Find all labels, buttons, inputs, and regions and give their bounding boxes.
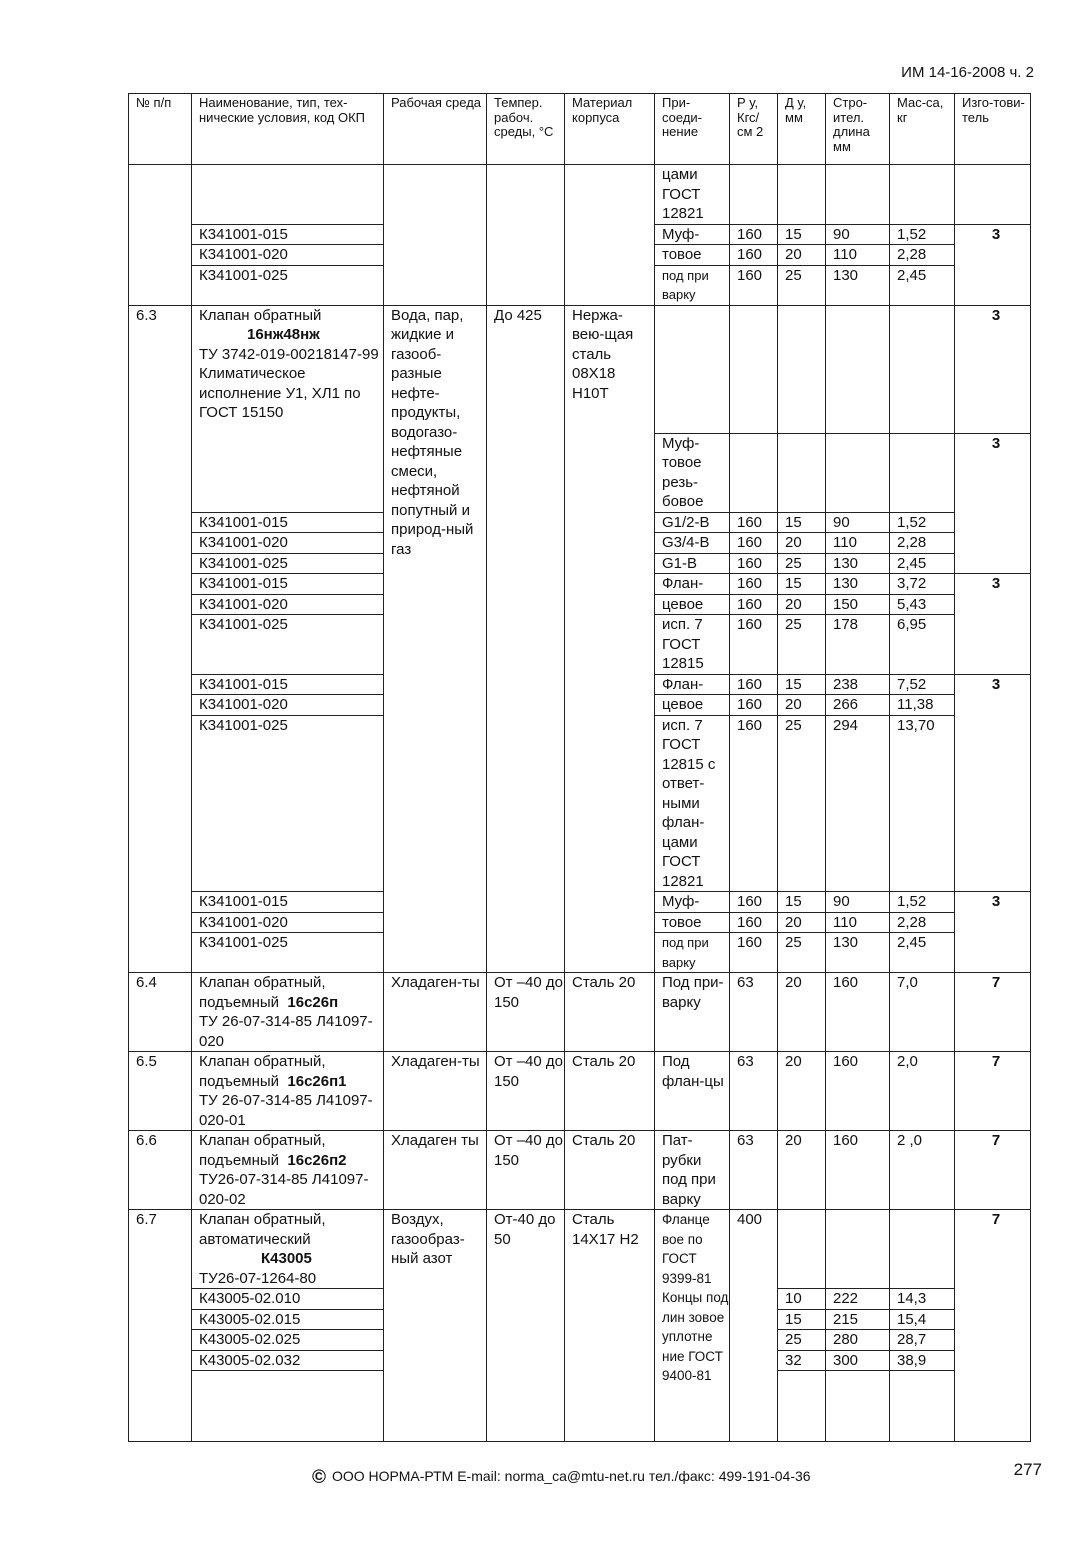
cell-mass: 2,28 <box>890 533 955 554</box>
header-length: Стро-ител. длина мм <box>826 94 890 165</box>
cell-mass: 38,9 <box>890 1350 955 1371</box>
cell-mass: 6,95 <box>890 615 955 675</box>
cell-maker: 3 <box>955 224 1031 305</box>
valve-type: 16с26п <box>287 993 339 1011</box>
cell-mass: 2,0 <box>890 1052 955 1131</box>
cell-maker: 3 <box>955 305 1031 433</box>
cell-connection: G1-B <box>655 553 730 574</box>
cell-mass: 7,52 <box>890 674 955 695</box>
cell-dn: 32 <box>778 1350 826 1371</box>
cell-connection: Под при-варку <box>655 973 730 1052</box>
cell-dn: 25 <box>778 553 826 574</box>
cell-dn: 15 <box>778 224 826 245</box>
cell-pressure: 160 <box>730 265 778 305</box>
cell-length: 90 <box>826 224 890 245</box>
cell-connection: товое <box>655 912 730 933</box>
header-connection: При-соеди-нение <box>655 94 730 165</box>
cell-connection: цами ГОСТ 12821 <box>655 165 730 225</box>
cell-mass: 2,45 <box>890 933 955 973</box>
cell-length: 280 <box>826 1330 890 1351</box>
cell-connection: G3/4-B <box>655 533 730 554</box>
cell-maker: 7 <box>955 973 1031 1052</box>
cell-temp: От –40 до 150 <box>487 1131 565 1210</box>
cell-mass: 1,52 <box>890 892 955 913</box>
cell-dn: 25 <box>778 715 826 892</box>
cell-name: К43005-02.032 <box>192 1350 384 1371</box>
cell-material: Сталь 20 <box>565 1131 655 1210</box>
cell-name: К341001-015 <box>192 674 384 695</box>
cell-dn: 20 <box>778 594 826 615</box>
cell-mass: 1,52 <box>890 224 955 245</box>
cell-dn: 20 <box>778 245 826 266</box>
cell-name: К43005-02.010 <box>192 1289 384 1310</box>
cell-maker: 7 <box>955 1052 1031 1131</box>
cell-length: 90 <box>826 892 890 913</box>
cell-dn: 20 <box>778 695 826 716</box>
table-row <box>129 1131 1031 1210</box>
cell-connection: исп. 7 ГОСТ 12815 <box>655 615 730 675</box>
cell-connection: исп. 7 ГОСТ 12815 с ответ-ными флан-цами ГОСТ 12821 <box>655 715 730 892</box>
cell-length: 300 <box>826 1350 890 1371</box>
table-header <box>129 94 1031 165</box>
cell-length: 110 <box>826 533 890 554</box>
name-line: ТУ 3742-019-00218147-99 <box>199 345 379 363</box>
header-temp: Темпер. рабоч. среды, °С <box>487 94 565 165</box>
cell-pressure: 160 <box>730 594 778 615</box>
cell-name: К341001-015 <box>192 574 384 595</box>
cell-mass: 2,28 <box>890 245 955 266</box>
cell-name: К341001-025 <box>192 265 384 305</box>
cell-name <box>192 1052 384 1131</box>
cell-length: 238 <box>826 674 890 695</box>
cell-mass: 5,43 <box>890 594 955 615</box>
cell-medium: Хладаген-ты <box>384 973 487 1052</box>
cell-name <box>192 1210 384 1289</box>
cell-pressure: 160 <box>730 512 778 533</box>
cell-pressure: 160 <box>730 615 778 675</box>
cell-length: 266 <box>826 695 890 716</box>
cell-mass: 2,45 <box>890 265 955 305</box>
cell-pressure: 160 <box>730 933 778 973</box>
name-line: Климатическое исполнение У1, ХЛ1 по ГОСТ 15150 <box>199 365 361 421</box>
cell-name: К341001-020 <box>192 533 384 554</box>
cell-pressure: 63 <box>730 1131 778 1210</box>
cell-medium: Хладаген ты <box>384 1131 487 1210</box>
cell-mass: 2,28 <box>890 912 955 933</box>
name-line: Клапан обратный <box>199 306 322 324</box>
cell-length: 130 <box>826 574 890 595</box>
table-row <box>129 973 1031 1052</box>
cell-material: Сталь 20 <box>565 1052 655 1131</box>
table-row <box>129 1052 1031 1131</box>
valve-type: 16с26п2 <box>287 1151 347 1169</box>
cell-name: К341001-025 <box>192 933 384 973</box>
table-row <box>129 1210 1031 1289</box>
document-code: ИМ 14-16-2008 ч. 2 <box>901 64 1034 81</box>
cell-pressure: 63 <box>730 1052 778 1131</box>
cell-length: 160 <box>826 1052 890 1131</box>
cell-length: 130 <box>826 553 890 574</box>
name-line: ТУ26-07-314-85 Л41097-020-02 <box>199 1171 369 1208</box>
cell-name: К341001-015 <box>192 512 384 533</box>
name-line: Клапан обратный, подъемный <box>199 1132 326 1169</box>
name-line: ТУ 26-07-314-85 Л41097-020 <box>199 1013 373 1050</box>
cell-dn: 15 <box>778 892 826 913</box>
cell-name: К341001-015 <box>192 224 384 245</box>
cell-dn: 25 <box>778 615 826 675</box>
cell-maker: 3 <box>955 674 1031 892</box>
header-name: Наименование, тип, тех-нические условия, код ОКП <box>192 94 384 165</box>
cell-dn: 15 <box>778 512 826 533</box>
cell-pressure: 160 <box>730 674 778 695</box>
name-line: ТУ 26-07-314-85 Л41097-020-01 <box>199 1092 373 1129</box>
cell-temp: От –40 до 150 <box>487 973 565 1052</box>
cell-pressure: 160 <box>730 533 778 554</box>
cell-connection: Муф- <box>655 224 730 245</box>
valve-type: 16с26п1 <box>287 1072 347 1090</box>
cell-mass: 3,72 <box>890 574 955 595</box>
cell-connection: цевое <box>655 594 730 615</box>
cell-temp: От –40 до 150 <box>487 1052 565 1131</box>
cell-name: К43005-02.015 <box>192 1309 384 1330</box>
cell-maker: 7 <box>955 1210 1031 1442</box>
cell-length: 178 <box>826 615 890 675</box>
page-number: 277 <box>1013 1460 1042 1479</box>
cell-mass: 14,3 <box>890 1289 955 1310</box>
cell-material: Нержа-вею-щая сталь 08Х18 Н10Т <box>565 305 655 973</box>
cell-connection: Под флан-цы <box>655 1052 730 1131</box>
cell-name <box>192 1131 384 1210</box>
cell-mass: 13,70 <box>890 715 955 892</box>
cell-mass: 15,4 <box>890 1309 955 1330</box>
cell-pressure: 160 <box>730 715 778 892</box>
cell-dn: 25 <box>778 933 826 973</box>
name-line: Клапан обратный, подъемный <box>199 1053 326 1090</box>
cell-dn: 20 <box>778 1131 826 1210</box>
cell-dn: 20 <box>778 912 826 933</box>
cell-length: 150 <box>826 594 890 615</box>
name-line: Клапан обратный, автоматический <box>199 1211 326 1248</box>
cell-pressure: 63 <box>730 973 778 1052</box>
cell-name: К341001-015 <box>192 892 384 913</box>
cell-mass: 2,45 <box>890 553 955 574</box>
cell-name: К341001-025 <box>192 553 384 574</box>
header-mass: Мас-са, кг <box>890 94 955 165</box>
header-dn: Д у, мм <box>778 94 826 165</box>
cell-name: К341001-020 <box>192 594 384 615</box>
cell-connection: Флан- <box>655 574 730 595</box>
cell-pressure: 160 <box>730 574 778 595</box>
cell-length: 90 <box>826 512 890 533</box>
cell-maker: 3 <box>955 433 1031 574</box>
cell-pressure: 160 <box>730 892 778 913</box>
cell-pressure: 160 <box>730 245 778 266</box>
cell-name <box>192 973 384 1052</box>
cell-length: 110 <box>826 245 890 266</box>
cell-length: 130 <box>826 265 890 305</box>
cell-pressure: 160 <box>730 224 778 245</box>
cell-medium: Воздух, газообраз-ный азот <box>384 1210 487 1442</box>
cell-length: 215 <box>826 1309 890 1330</box>
header-num: № п/п <box>129 94 192 165</box>
copyright-icon: © <box>312 1467 326 1488</box>
cell-connection: Фланце вое по ГОСТ 9399-81 Концы под лин зовое уплотне ние ГОСТ 9400-81 <box>655 1210 730 1442</box>
header-material: Материал корпуса <box>565 94 655 165</box>
cell-length: 160 <box>826 973 890 1052</box>
cell-num: 6.7 <box>129 1210 192 1442</box>
cell-length: 160 <box>826 1131 890 1210</box>
cell-dn: 20 <box>778 533 826 554</box>
cell-name: К341001-020 <box>192 912 384 933</box>
cell-maker: 7 <box>955 1131 1031 1210</box>
cell-pressure: 160 <box>730 912 778 933</box>
cell-dn: 15 <box>778 674 826 695</box>
cell-mass: 7,0 <box>890 973 955 1052</box>
cell-pressure: 400 <box>730 1210 778 1442</box>
cell-dn: 10 <box>778 1289 826 1310</box>
cell-num: 6.4 <box>129 973 192 1052</box>
cell-mass: 2 ,0 <box>890 1131 955 1210</box>
cell-num: 6.3 <box>129 305 192 973</box>
cell-connection: Пат-рубки под при варку <box>655 1131 730 1210</box>
name-line: ТУ26-07-1264-80 <box>199 1269 317 1287</box>
cell-connection: под при варку <box>655 933 730 973</box>
cell-temp: До 425 <box>487 305 565 973</box>
cell-connection: цевое <box>655 695 730 716</box>
cell-dn: 25 <box>778 1330 826 1351</box>
table-row <box>129 165 1031 225</box>
cell-dn: 25 <box>778 265 826 305</box>
cell-connection: под при варку <box>655 265 730 305</box>
footer <box>312 1467 811 1489</box>
cell-medium: Вода, пар, жидкие и газооб-разные нефте-продукты, водогазо-нефтяные смеси, нефтяной попутный и природ-ный газ <box>384 305 487 973</box>
cell-connection: товое <box>655 245 730 266</box>
cell-dn: 15 <box>778 1309 826 1330</box>
cell-name: К341001-020 <box>192 695 384 716</box>
cell-name <box>192 305 384 512</box>
valve-type: 16нж48нж <box>247 326 320 343</box>
header-medium: Рабочая среда <box>384 94 487 165</box>
cell-material: Сталь 14Х17 Н2 <box>565 1210 655 1442</box>
cell-length: 222 <box>826 1289 890 1310</box>
cell-mass: 28,7 <box>890 1330 955 1351</box>
name-line: Клапан обратный, подъемный <box>199 974 326 1011</box>
cell-num: 6.5 <box>129 1052 192 1131</box>
cell-num: 6.6 <box>129 1131 192 1210</box>
cell-maker: 3 <box>955 574 1031 675</box>
cell-temp: От-40 до 50 <box>487 1210 565 1442</box>
cell-name: К43005-02.025 <box>192 1330 384 1351</box>
cell-length: 110 <box>826 912 890 933</box>
cell-name: К341001-020 <box>192 245 384 266</box>
cell-name: К341001-025 <box>192 615 384 675</box>
header-pressure: Р у, Кгс/ см 2 <box>730 94 778 165</box>
cell-connection: G1/2-B <box>655 512 730 533</box>
header-maker: Изго-тови-тель <box>955 94 1031 165</box>
valve-type: К43005 <box>261 1250 312 1267</box>
cell-connection: Флан- <box>655 674 730 695</box>
table-row <box>129 305 1031 433</box>
cell-pressure: 160 <box>730 695 778 716</box>
cell-length: 294 <box>826 715 890 892</box>
cell-connection: Муф- <box>655 892 730 913</box>
cell-maker: 3 <box>955 892 1031 973</box>
cell-mass: 11,38 <box>890 695 955 716</box>
cell-dn: 20 <box>778 1052 826 1131</box>
cell-pressure: 160 <box>730 553 778 574</box>
cell-medium: Хладаген-ты <box>384 1052 487 1131</box>
cell-name: К341001-025 <box>192 715 384 892</box>
cell-material: Сталь 20 <box>565 973 655 1052</box>
valves-table <box>128 93 1031 1442</box>
cell-mass: 1,52 <box>890 512 955 533</box>
cell-connection: Муф-товое резь-бовое <box>655 433 730 512</box>
cell-length: 130 <box>826 933 890 973</box>
cell-dn: 15 <box>778 574 826 595</box>
cell-dn: 20 <box>778 973 826 1052</box>
footer-text: ООО НОРМА-РТМ E-mail: norma_ca@mtu-net.ru тел./факс: 499-191-04-36 <box>332 1468 811 1484</box>
